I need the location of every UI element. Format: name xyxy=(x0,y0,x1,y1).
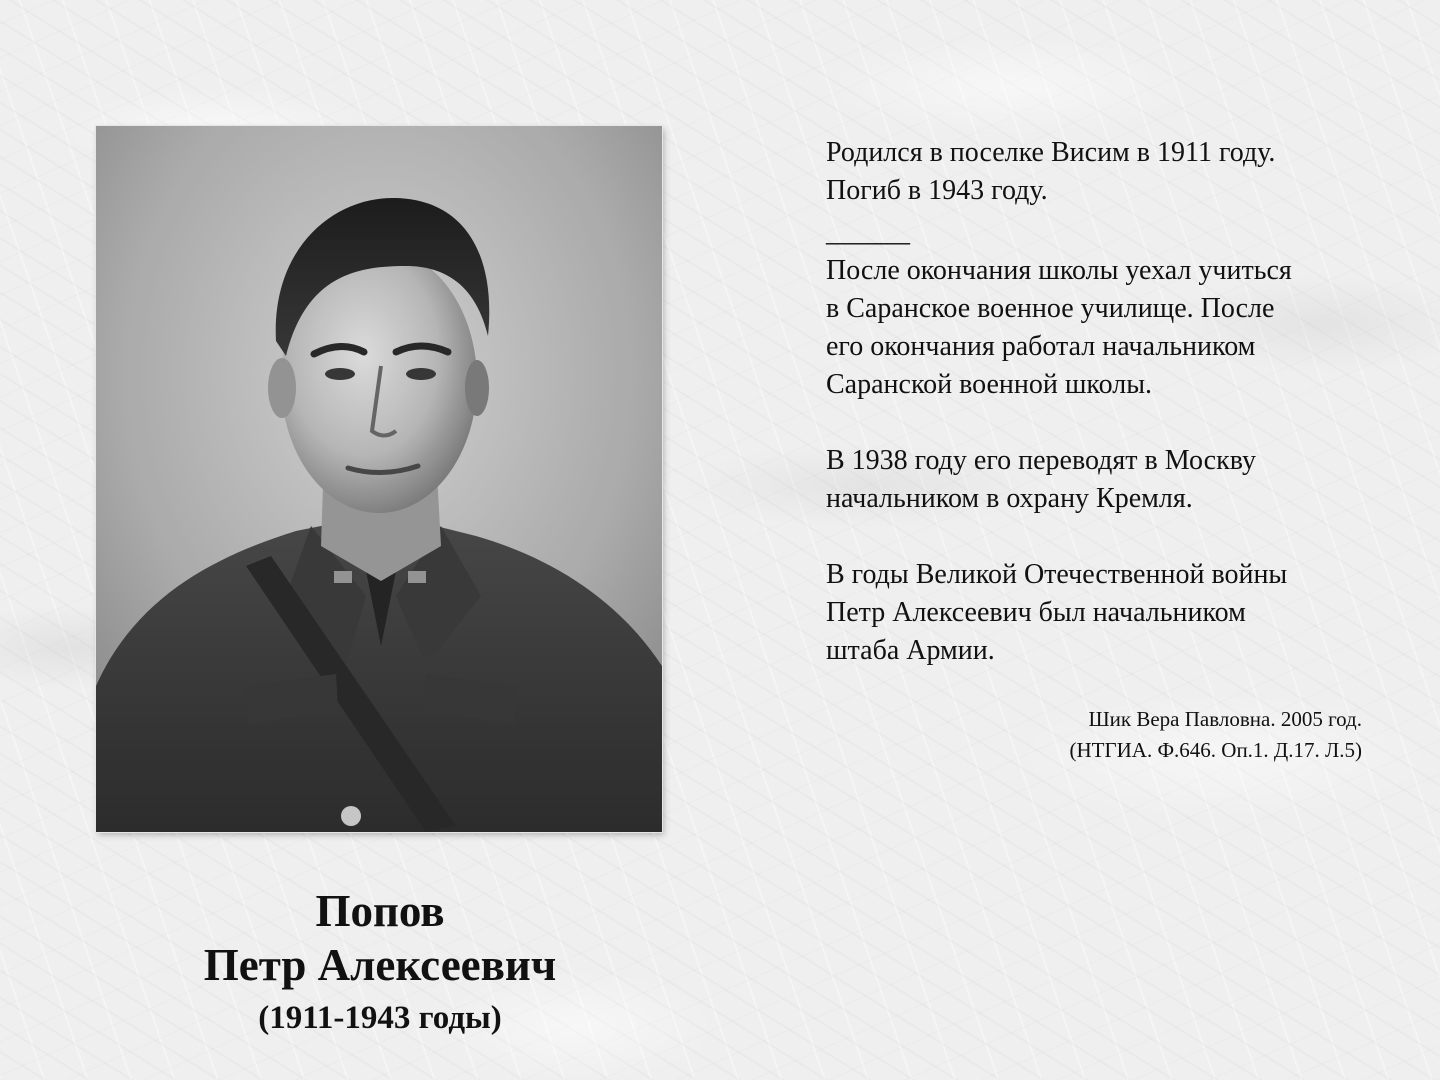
para1-line4: Саранской военной школы. xyxy=(826,369,1153,400)
given-name-patronymic: Петр Алексеевич xyxy=(203,940,557,990)
para3-line2: Петр Алексеевич был начальником xyxy=(826,597,1246,628)
surname: Попов xyxy=(315,886,445,936)
para2-line1: В 1938 году его переводят в Москву xyxy=(826,445,1256,476)
source-archive-ref: (НТГИА. Ф.646. Оп.1. Д.17. Л.5) xyxy=(1069,738,1362,762)
biography-text xyxy=(826,134,1386,670)
source-author: Шик Вера Павловна. 2005 год. xyxy=(1088,707,1362,731)
para3-line3: штаба Армии. xyxy=(826,635,995,666)
para3-line1: В годы Великой Отечественной войны xyxy=(826,559,1288,590)
separator-line: ______ xyxy=(826,217,910,248)
death-line: Погиб в 1943 году. xyxy=(826,175,1048,206)
life-years: (1911-1943 годы) xyxy=(258,1000,502,1036)
portrait-photo xyxy=(96,126,662,832)
para2-line2: начальником в охрану Кремля. xyxy=(826,483,1193,514)
portrait-image xyxy=(96,126,662,832)
para1-line1: После окончания школы уехал учиться xyxy=(826,255,1292,286)
person-name-caption xyxy=(150,884,610,1040)
birth-line: Родился в поселке Висим в 1911 году. xyxy=(826,137,1276,168)
para1-line2: в Саранское военное училище. После xyxy=(826,293,1275,324)
para1-line3: его окончания работал начальником xyxy=(826,331,1256,362)
source-citation xyxy=(940,704,1362,766)
